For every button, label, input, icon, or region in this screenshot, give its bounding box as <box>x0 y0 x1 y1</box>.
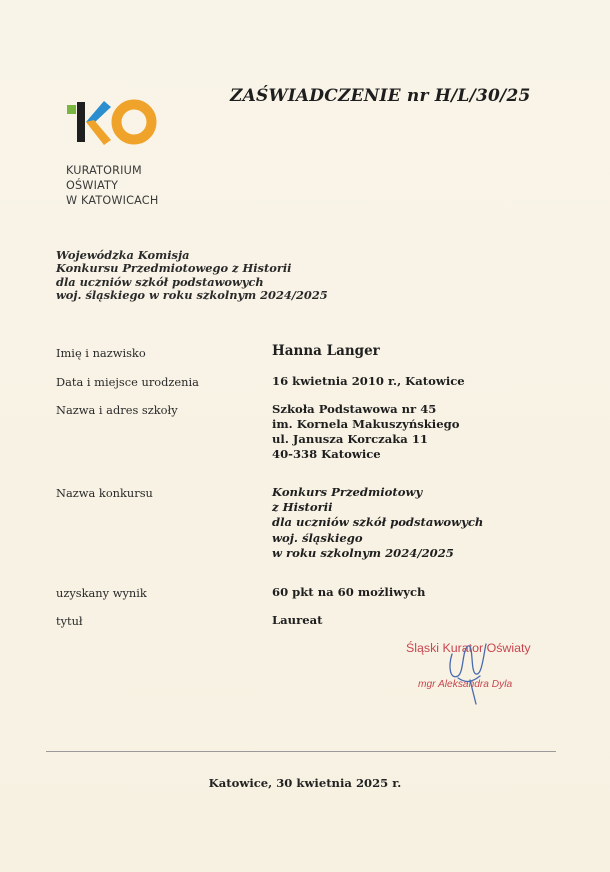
birth-value: 16 kwietnia 2010 r., Katowice <box>272 374 465 388</box>
commission-line: dla uczniów szkół podstawowych <box>56 274 264 289</box>
certificate-title: ZAŚWIADCZENIE nr H/L/30/25 <box>230 86 531 106</box>
school-line: im. Kornela Makuszyńskiego <box>272 417 460 431</box>
place-and-date: Katowice, 30 kwietnia 2025 r. <box>208 776 402 790</box>
stamp-person: mgr Aleksandra Dyla <box>418 679 513 690</box>
score-label: uzyskany wynik <box>56 586 147 600</box>
score-value: 60 pkt na 60 możliwych <box>272 585 426 599</box>
organization-name <box>66 163 158 208</box>
signature-icon <box>440 632 500 707</box>
organization-line: KURATORIUM <box>66 164 142 177</box>
award-title-value: Laureat <box>272 613 323 627</box>
commission-line: Konkursu Przedmiotowego z Historii <box>56 261 292 276</box>
contest-label: Nazwa konkursu <box>56 486 153 500</box>
footer-divider <box>46 751 556 752</box>
name-label: Imię i nazwisko <box>56 346 146 360</box>
name-value: Hanna Langer <box>272 343 380 359</box>
school-line: 40-338 Katowice <box>272 447 381 461</box>
stamp-organization: Śląski Kurator Oświaty <box>406 641 531 655</box>
contest-line: Konkurs Przedmiotowy <box>272 485 423 499</box>
school-label: Nazwa i adres szkoły <box>56 403 178 417</box>
kuratorium-logo-icon <box>64 96 164 152</box>
birth-label: Data i miejsce urodzenia <box>56 375 199 389</box>
contest-line: dla uczniów szkół podstawowych <box>272 515 484 530</box>
contest-line: z Historii <box>272 500 333 515</box>
commission-line: woj. śląskiego w roku szkolnym 2024/2025 <box>56 288 328 303</box>
school-line: ul. Janusza Korczaka 11 <box>272 432 428 446</box>
contest-line: w roku szkolnym 2024/2025 <box>272 545 454 560</box>
contest-value <box>272 485 483 561</box>
commission-line: Wojewódzka Komisja <box>56 248 190 262</box>
contest-line: woj. śląskiego <box>272 530 363 545</box>
organization-line: W KATOWICACH <box>66 194 159 207</box>
organization-line: OŚWIATY <box>66 179 119 192</box>
commission-heading <box>56 249 328 303</box>
school-value <box>272 402 459 462</box>
award-title-label: tytuł <box>56 614 83 628</box>
school-line: Szkoła Podstawowa nr 45 <box>272 402 437 416</box>
